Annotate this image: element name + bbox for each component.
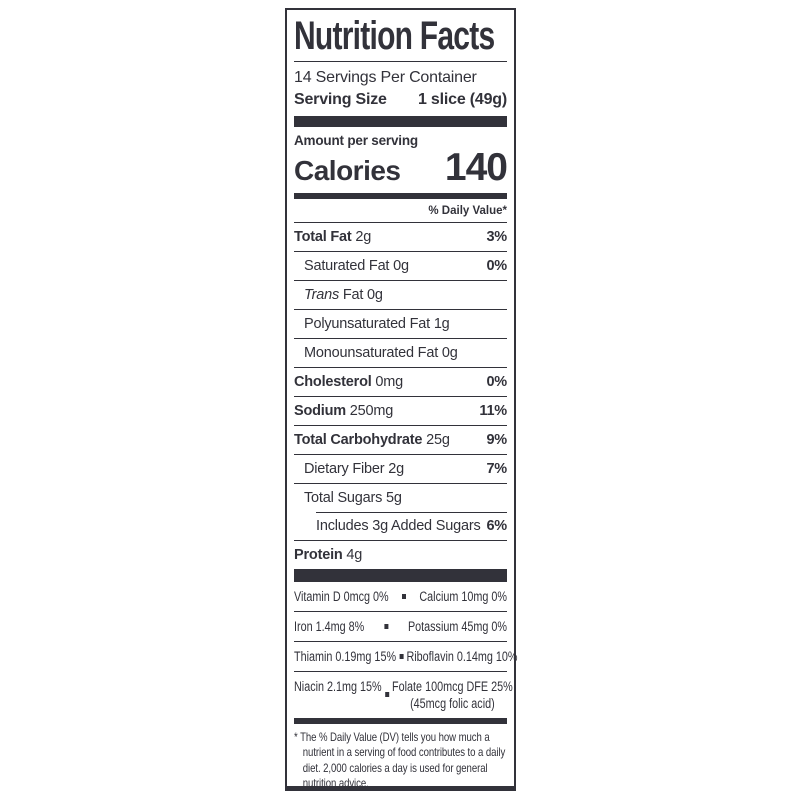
nutrient-rows: [294, 222, 507, 569]
nutrient-row: [294, 338, 507, 367]
serving-size-row: [294, 88, 507, 116]
nutrient-row: [294, 280, 507, 309]
calories-row: [294, 146, 507, 190]
nutrient-row: [294, 512, 507, 540]
micronutrient-right: Folate 100mcg DFE 25% (45mcg folic acid): [392, 678, 513, 711]
nutrient-row: [294, 454, 507, 483]
amount-per-serving-label: Amount per serving: [294, 132, 418, 148]
nutrition-facts-label: [285, 8, 516, 791]
nutrient-daily-value: 7%: [486, 460, 507, 477]
nutrient-daily-value: 3%: [486, 228, 507, 245]
nutrient-daily-value: 0%: [486, 257, 507, 274]
nutrient-row: [294, 222, 507, 251]
nutrient-name: Sodium 250mg: [294, 402, 394, 419]
nutrient-daily-value: 9%: [486, 431, 507, 448]
thick-divider-bar-2: [294, 569, 507, 582]
nutrient-name: Polyunsaturated Fat 1g: [304, 315, 450, 332]
micronutrient-left: Iron 1.4mg 8%: [294, 618, 365, 634]
nutrient-row: [294, 309, 507, 338]
nutrient-daily-value: 0%: [486, 373, 507, 390]
nutrient-name: Saturated Fat 0g: [304, 257, 409, 274]
nutrient-name: Trans Fat 0g: [304, 286, 383, 303]
footnote-text: The % Daily Value (DV) tells you how much a nutrient in a serving of food contributes to a daily diet. 2,000 calories a day is used for general nutrition advice.: [300, 729, 506, 791]
micronutrient-right: Calcium 10mg 0%: [419, 588, 507, 604]
thick-divider-bar: [294, 116, 507, 127]
nutrient-name: Includes 3g Added Sugars: [316, 517, 481, 534]
daily-value-header: % Daily Value*: [428, 204, 507, 217]
servings-per-container: 14 Servings Per Container: [294, 68, 477, 86]
nutrient-row: [294, 425, 507, 454]
nutrient-name: Total Sugars 5g: [304, 489, 402, 506]
calories-label: Calories: [294, 154, 401, 186]
nutrient-row: [294, 396, 507, 425]
calories-value: 140: [444, 145, 507, 189]
bullet-separator-icon: [402, 594, 406, 599]
bullet-separator-icon: [399, 654, 403, 659]
nutrient-daily-value: 11%: [479, 402, 507, 419]
micronutrient-row: [294, 641, 518, 671]
nutrient-row: [294, 540, 507, 569]
micronutrient-left: Niacin 2.1mg 15%: [294, 678, 382, 694]
nutrient-name: Dietary Fiber 2g: [304, 460, 404, 477]
nutrient-name: Cholesterol 0mg: [294, 373, 404, 390]
nutrient-name: Monounsaturated Fat 0g: [304, 344, 458, 361]
micronutrient-rows: [294, 582, 518, 718]
micronutrient-right: Riboflavin 0.14mg 10%: [406, 648, 518, 664]
bullet-separator-icon: [385, 692, 389, 697]
nutrient-name: Total Carbohydrate 25g: [294, 431, 450, 448]
bullet-separator-icon: [384, 624, 388, 629]
micronutrient-left: Thiamin 0.19mg 15%: [294, 648, 397, 664]
micronutrient-right: Potassium 45mg 0%: [407, 618, 507, 634]
nutrient-row: [294, 251, 507, 280]
micronutrient-row: [294, 582, 507, 611]
serving-size-value: 1 slice (49g): [417, 90, 507, 108]
nutrient-row: [294, 367, 507, 396]
footnote-marker: *: [294, 729, 298, 744]
nutrient-row: [294, 483, 507, 512]
nutrient-name: Protein 4g: [294, 546, 363, 563]
micronutrient-left: Vitamin D 0mcg 0%: [294, 588, 389, 604]
nutrient-name: Total Fat 2g: [294, 228, 372, 245]
label-title: Nutrition Facts: [294, 14, 495, 58]
footnote: [294, 724, 507, 792]
micronutrient-row: [294, 611, 507, 641]
nutrient-daily-value: 6%: [486, 517, 507, 534]
micronutrient-row: [294, 671, 513, 718]
serving-size-label: Serving Size: [294, 90, 387, 108]
